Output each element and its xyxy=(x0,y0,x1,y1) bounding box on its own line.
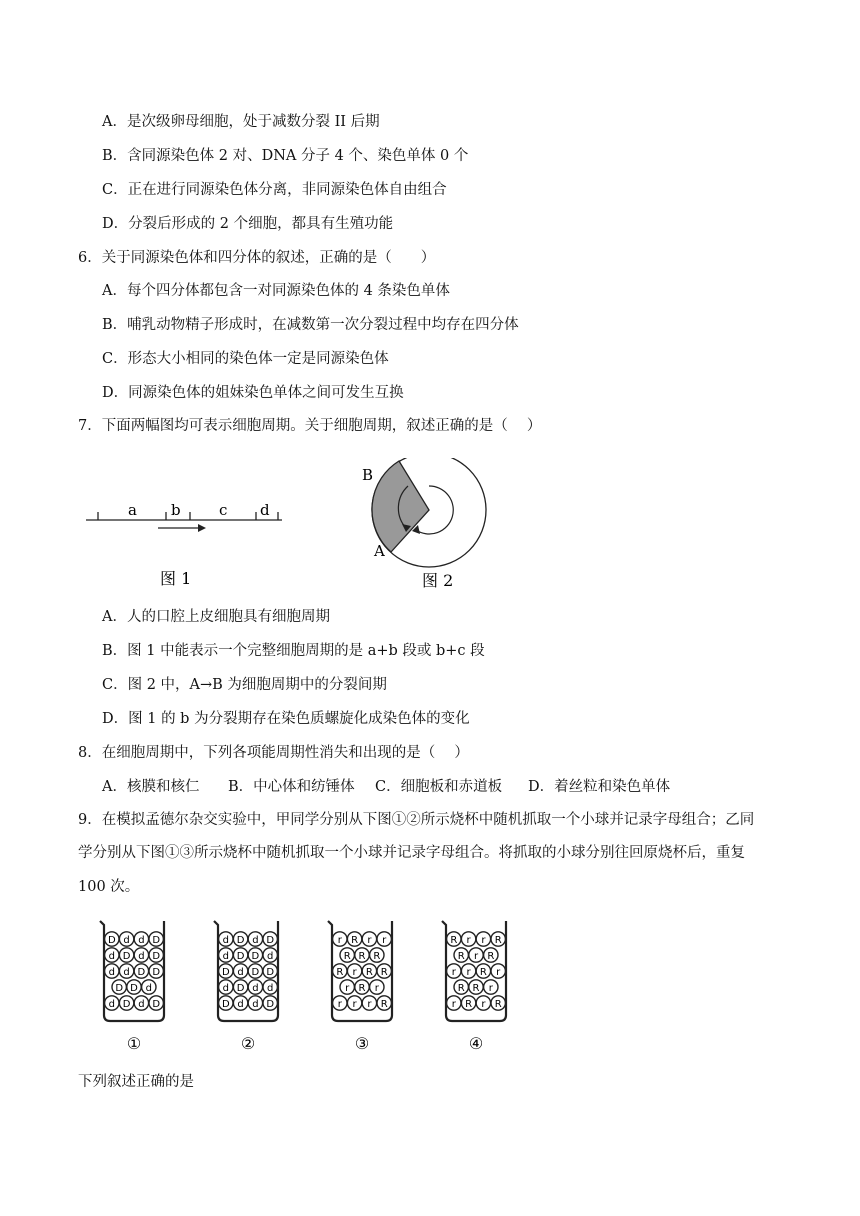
ball-letter: d xyxy=(267,950,274,962)
ball-letter: R xyxy=(494,998,502,1010)
q7-option-c: C．图 2 中，A→B 为细胞周期中的分裂间期 xyxy=(102,677,387,693)
ball-letter: R xyxy=(373,950,381,962)
ball-letter: R xyxy=(450,934,458,946)
ball-letter: d xyxy=(252,998,259,1010)
ball-letter: d xyxy=(267,982,274,994)
q7-figure-1 xyxy=(80,490,300,590)
ball-letter: d xyxy=(138,934,145,946)
q6-stem: 6．关于同源染色体和四分体的叙述，正确的是（ ） xyxy=(78,250,436,266)
ball-letter: R xyxy=(351,934,359,946)
q8-option-a: A．核膜和核仁 xyxy=(102,779,200,795)
ball-letter: d xyxy=(108,998,115,1010)
q8-option-b: B．中心体和纺锤体 xyxy=(228,779,355,795)
ball-letter: d xyxy=(123,934,130,946)
q8-stem: 8．在细胞周期中，下列各项能周期性消失和出现的是（ ） xyxy=(78,745,469,761)
ball-letter: r xyxy=(345,982,350,994)
ball-letter: r xyxy=(367,934,372,946)
ball-letter: R xyxy=(365,966,373,978)
beaker-3 xyxy=(328,921,392,1053)
q9-footer: 下列叙述正确的是 xyxy=(78,1074,194,1090)
q9-beakers-figure xyxy=(90,915,520,1055)
ball-letter: r xyxy=(374,982,379,994)
ball-letter: r xyxy=(352,998,357,1010)
q7-option-b: B．图 1 中能表示一个完整细胞周期的是 a+b 段或 b+c 段 xyxy=(102,643,485,659)
ball-letter: D xyxy=(152,934,161,946)
beaker-label: ① xyxy=(126,1034,142,1053)
ball-letter: R xyxy=(457,982,465,994)
ball-letter: d xyxy=(252,982,259,994)
ball-letter: R xyxy=(457,950,465,962)
fig1-label-a: a xyxy=(128,501,137,519)
ball-letter: D xyxy=(236,934,245,946)
ball-letter: d xyxy=(138,998,145,1010)
ball-letter: D xyxy=(251,966,260,978)
ball-letter: d xyxy=(252,934,259,946)
ball-letter: D xyxy=(266,966,275,978)
ball-letter: D xyxy=(221,966,230,978)
ball-letter: r xyxy=(382,934,387,946)
ball-letter: D xyxy=(130,982,138,994)
ball-letter: D xyxy=(266,934,275,946)
ball-letter: d xyxy=(123,966,130,978)
ball-letter: d xyxy=(138,950,145,962)
ball-letter: r xyxy=(337,934,342,946)
ball-letter: R xyxy=(494,934,502,946)
fig2-caption: 图 2 xyxy=(422,571,454,590)
ball-letter: r xyxy=(337,998,342,1010)
ball-letter: D xyxy=(137,966,146,978)
ball-letter: D xyxy=(236,982,245,994)
q7-option-a: A．人的口腔上皮细胞具有细胞周期 xyxy=(102,609,330,625)
ball-letter: D xyxy=(236,950,245,962)
q7-stem: 7．下面两幅图均可表示细胞周期。关于细胞周期，叙述正确的是（ ） xyxy=(78,418,542,434)
ball-letter: D xyxy=(115,982,124,994)
q9-stem-line-1: 9．在模拟孟德尔杂交实验中，甲同学分别从下图①②所示烧杯中随机抓取一个小球并记录字母组合；乙同 xyxy=(78,812,755,828)
ball-letter: R xyxy=(380,998,388,1010)
q6-option-a: A．每个四分体都包含一对同源染色体的 4 条染色单体 xyxy=(102,283,450,299)
ball-letter: r xyxy=(451,966,456,978)
ball-letter: d xyxy=(222,982,229,994)
q5-option-a: A．是次级卵母细胞，处于减数分裂 II 后期 xyxy=(102,114,380,130)
fig1-label-c: c xyxy=(219,501,228,519)
ball-letter: r xyxy=(481,998,486,1010)
ball-letter: D xyxy=(122,950,131,962)
fig1-label-d: d xyxy=(260,501,270,519)
ball-letter: R xyxy=(465,998,473,1010)
ball-letter: R xyxy=(358,982,366,994)
ball-letter: R xyxy=(358,950,366,962)
q9-stem-line-3: 100 次。 xyxy=(78,879,140,895)
beaker-4 xyxy=(442,921,506,1053)
beaker-label: ② xyxy=(240,1034,256,1053)
q5-option-c: C．正在进行同源染色体分离，非同源染色体自由组合 xyxy=(102,182,447,198)
q6-option-b: B．哺乳动物精子形成时，在减数第一次分裂过程中均存在四分体 xyxy=(102,317,519,333)
q8-option-c: C．细胞板和赤道板 xyxy=(375,779,503,795)
ball-letter: R xyxy=(380,966,388,978)
ball-letter: D xyxy=(152,966,161,978)
q6-option-c: C．形态大小相同的染色体一定是同源染色体 xyxy=(102,351,389,367)
beaker-1 xyxy=(100,921,164,1053)
ball-letter: D xyxy=(122,998,131,1010)
ball-letter: R xyxy=(479,966,487,978)
q7-option-d: D．图 1 的 b 为分裂期存在染色质螺旋化成染色体的变化 xyxy=(102,711,470,727)
ball-letter: D xyxy=(251,950,260,962)
beaker-2 xyxy=(214,921,278,1053)
ball-letter: D xyxy=(152,950,161,962)
ball-letter: r xyxy=(473,950,479,962)
beaker-label: ④ xyxy=(468,1034,484,1053)
ball-letter: d xyxy=(222,950,229,962)
ball-letter: r xyxy=(481,934,486,946)
q6-option-d: D．同源染色体的姐妹染色单体之间可发生互换 xyxy=(102,385,404,401)
ball-letter: R xyxy=(343,950,351,962)
ball-letter: d xyxy=(237,966,244,978)
ball-letter: r xyxy=(466,934,471,946)
ball-letter: r xyxy=(451,998,456,1010)
ball-letter: r xyxy=(367,998,372,1010)
ball-letter: d xyxy=(145,982,152,994)
ball-letter: R xyxy=(472,982,480,994)
ball-letter: R xyxy=(336,966,344,978)
ball-letter: r xyxy=(496,966,501,978)
ball-letter: D xyxy=(107,934,116,946)
ball-letter: d xyxy=(237,998,244,1010)
ball-letter: D xyxy=(152,998,161,1010)
ball-letter: r xyxy=(488,982,493,994)
arrow-right-icon xyxy=(198,524,206,532)
ball-letter: D xyxy=(221,998,230,1010)
ball-letter: R xyxy=(487,950,495,962)
q5-option-d: D．分裂后形成的 2 个细胞，都具有生殖功能 xyxy=(102,216,394,232)
beaker-label: ③ xyxy=(354,1034,370,1053)
q7-figure-2 xyxy=(356,458,496,593)
ball-letter: D xyxy=(266,998,275,1010)
ball-letter: d xyxy=(222,934,229,946)
q9-stem-line-2: 学分别从下图①③所示烧杯中随机抓取一个小球并记录字母组合。将抓取的小球分别往回原烧杯后，重复 xyxy=(78,845,745,861)
fig2-point-b: B xyxy=(362,466,374,484)
q5-option-b: B．含同源染色体 2 对、DNA 分子 4 个、染色单体 0 个 xyxy=(102,148,469,164)
ball-letter: d xyxy=(108,966,115,978)
fig1-caption: 图 1 xyxy=(160,569,192,588)
fig2-point-a: A xyxy=(374,542,385,560)
q8-option-d: D．着丝粒和染色单体 xyxy=(528,779,671,795)
fig1-label-b: b xyxy=(171,501,181,519)
ball-letter: d xyxy=(108,950,115,962)
ball-letter: r xyxy=(466,966,471,978)
ball-letter: r xyxy=(352,966,357,978)
